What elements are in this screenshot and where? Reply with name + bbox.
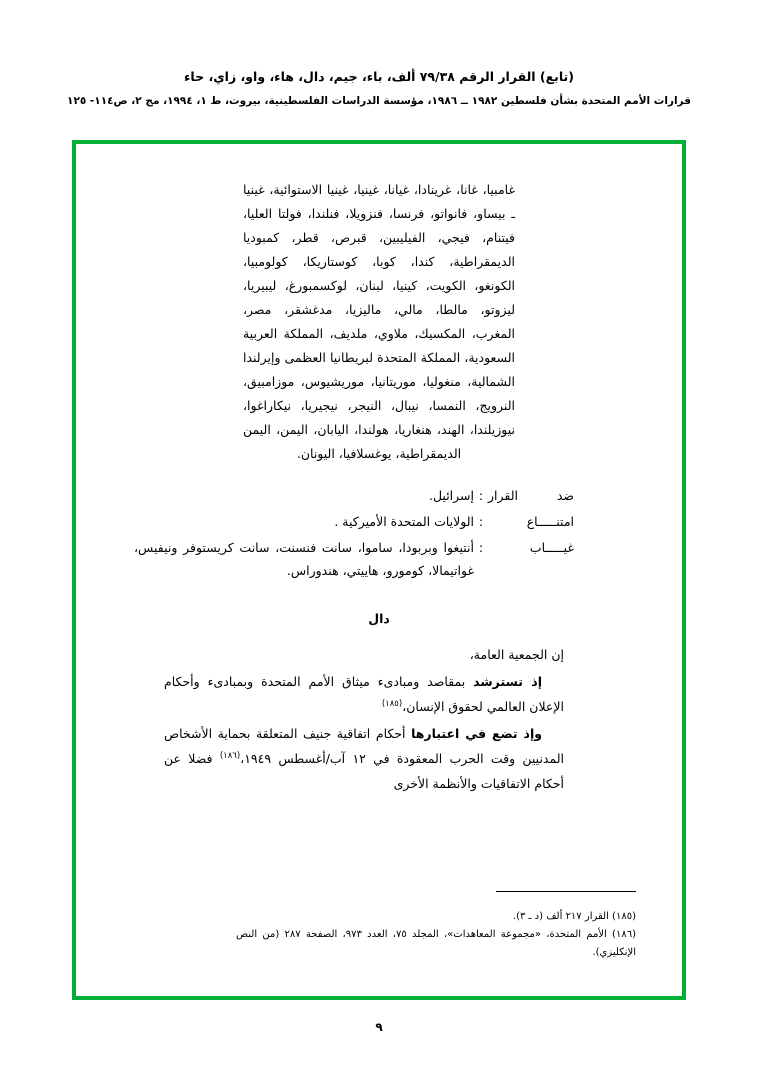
vote-value: الولايات المتحدة الأميركية . bbox=[334, 513, 474, 529]
vote-results bbox=[134, 484, 574, 583]
paragraph-1-lead: إذ تسترشد bbox=[473, 674, 542, 689]
vote-label: امتنـــــاع bbox=[526, 513, 574, 529]
country-list: غامبيا، غانا، غرينادا، غيانا، غينيا، غينيا الاستوائية، غينيا ـ بيساو، فانواتو، فرنسا، فنزويلا، فنلندا، فولتا العليا، فيتنام، فيجي، الفيليبين، قبرص، قطر، كمبوديا الديمقراطية، كندا، كوبا، كوستاريكا، كولومبيا، الكونغو، الكويت، كينيا، لبنان، لوكسمبورغ، ليبيريا، ليزوتو، مالطا، مالي، ماليزيا، مدغشقر، مصر، المغرب، المكسيك، ملاوي، ملديف، المملكة العربية السعودية، المملكة المتحدة لبريطانيا العظمى وإيرلندا الشمالية، منغوليا، موريتانيا، موريشيوس، موزامبيق، النرويج، النمسا، نيبال، النيجر، نيجيريا، نيكاراغوا، نيوزيلندا، الهند، هنغاريا، هولندا، اليابان، اليمن، اليمن الديمقراطية، يوغسلافيا، اليونان. bbox=[243, 182, 515, 461]
body-line-opening: إن الجمعية العامة، bbox=[469, 647, 564, 662]
source-citation: قرارات الأمم المتحدة بشأن فلسطين ١٩٨٢ ــ ١٩٨٦، مؤسسة الدراسات الفلسطينية، بيروت، ط ١، ١٩٩٤، مج ٢، ص١١٤- ١٢٥ bbox=[67, 94, 691, 107]
footnote-ref-186: (١٨٦) bbox=[219, 750, 241, 761]
footnote-item: (١٨٥) القرار ٢١٧ ألف (د ـ ٣). bbox=[512, 910, 636, 922]
paragraph-1-text: بمقاصد ومبادىء ميثاق الأمم المتحدة وبمبادىء وأحكام الإعلان العالمي لحقوق الإنسان، bbox=[164, 674, 564, 714]
page-number: ٩ bbox=[375, 1020, 383, 1034]
green-border-frame bbox=[72, 140, 686, 1000]
resolution-body bbox=[164, 642, 564, 796]
vote-label: غيـــــاب bbox=[529, 539, 574, 555]
frame-content bbox=[76, 144, 682, 996]
body-paragraph-2 bbox=[164, 721, 564, 796]
vote-row bbox=[134, 510, 574, 534]
vote-colon: : bbox=[478, 488, 484, 503]
footnote-item: (١٨٦) الأمم المتحدة، «مجموعة المعاهدات»، المجلد ٧٥، العدد ٩٧٣، الصفحة ٢٨٧ (من النص الإنكليزي). bbox=[236, 929, 636, 958]
footnote-separator bbox=[496, 891, 636, 892]
paragraph-2-tail: فضلا عن أحكام الاتفاقيات والأنظمة الأخرى bbox=[164, 751, 564, 791]
body-paragraph-1 bbox=[164, 669, 564, 719]
vote-value: أنتيغوا وبربودا، ساموا، سانت فنسنت، سانت كريستوفر ونيفيس، غواتيمالا، كومورو، هاييتي، هندوراس. bbox=[134, 539, 474, 579]
paragraph-2-text: أحكام اتفاقية جنيف المتعلقة بحماية الأشخاص المدنيين وقت الحرب المعقودة في ١٢ آب/أغسطس ١٩٤٩، bbox=[164, 726, 564, 766]
footnote-ref-185: (١٨٥) bbox=[381, 698, 403, 709]
footnotes bbox=[236, 908, 636, 963]
vote-colon: : bbox=[478, 513, 484, 529]
page-title: (تابع) القرار الرقم ٧٩/٣٨ ألف، باء، جيم، دال، هاء، واو، زاي، حاء bbox=[184, 69, 574, 84]
section-letter: دال bbox=[368, 611, 390, 626]
vote-label: ضد القرار bbox=[488, 488, 574, 503]
paragraph-2-lead: وإذ تضع في اعتبارها bbox=[411, 726, 543, 741]
vote-value: إسرائيل. bbox=[428, 488, 474, 503]
vote-colon: : bbox=[478, 539, 484, 555]
vote-row bbox=[134, 484, 574, 508]
page-header bbox=[0, 0, 758, 108]
vote-row bbox=[134, 536, 574, 584]
